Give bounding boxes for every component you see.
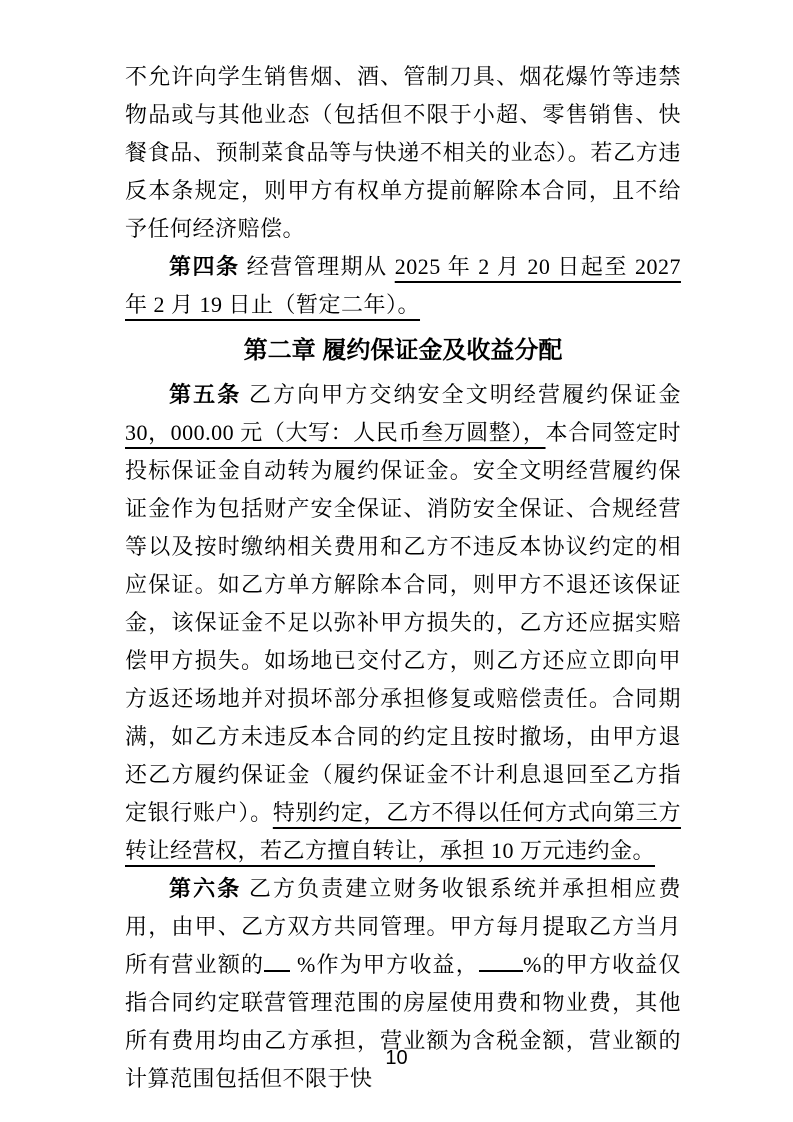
text-segment: 经营管理期从 [239,254,395,279]
clause-number: 第五条 [169,382,242,407]
clause-number: 第二章 履约保证金及收益分配 [243,337,563,364]
underlined-text: 30，000.00 元（大写：人民币叁万圆整）， [125,420,546,445]
text-segment: 本合同签定时投标保证金自动转为履约保证金。安全文明经营履约保证金作为包括财产安全保证、消防安全保证、合规经营等以及按时缴纳相关费用和乙方不违反本协议约定的相应保证。如乙方单方解除本合同，则甲方不退还该保证金，该保证金不足以弥补甲方损失的，乙方还应据实赔偿甲方损失。如场地已交付乙方，则乙方还应立即向甲方返还场地并对损坏部分承担修复或赔偿责任。合同期满，如乙方未违反本合同的约定且按时撤场，由甲方退还乙方履约保证金（履约保证金不计利息退回至乙方指定银行账户）。 [125,420,681,825]
clause-5-paragraph [125,376,681,870]
clause-number: 第四条 [169,254,240,279]
text-segment: 乙方向甲方交纳安全文明经营履约保证金 [241,382,681,407]
fill-in-blank-underline [264,956,290,972]
text-segment: 不允许向学生销售烟、酒、管制刀具、烟花爆竹等违禁物品或与其他业态（包括但不限于小超、零售销售、快餐食品、预制菜食品等与快递不相关的业态）。若乙方违反本条规定，则甲方有权单方提前解除本合同，且不给予任何经济赔偿。 [125,64,681,241]
clause-number: 第六条 [169,876,242,901]
underlined-text: 特别约定，乙方不得以任何方式向第三方转让经营权，若乙方擅自转让，承担 10 万元违约金。 [125,800,681,863]
text-segment: 乙方负责建立财务收银系统并承担相应费用，由甲、乙方双方共同管理。甲方每月提取乙方当月所有营业额的 [125,876,681,977]
text-segment: %作为甲方收益， [290,952,479,977]
clause-4-paragraph [125,248,681,324]
underlined-text: 2025 年 2 月 20 日起至 2027 年 2 月 19 日止（暂定二年）。 [125,254,681,317]
fill-in-blank-underline [479,956,523,972]
clause-3-continuation-paragraph [125,58,681,248]
document-content [125,58,681,1098]
chapter-2-heading [125,328,681,374]
page-number: 10 [385,1047,408,1069]
text-segment: %的甲方收益仅指合同约定联营管理范围的房屋使用费和物业费，其他所有费用均由乙方承担，营业额为含税金额，营业额的计算范围包括但不限于快 [125,952,682,1091]
